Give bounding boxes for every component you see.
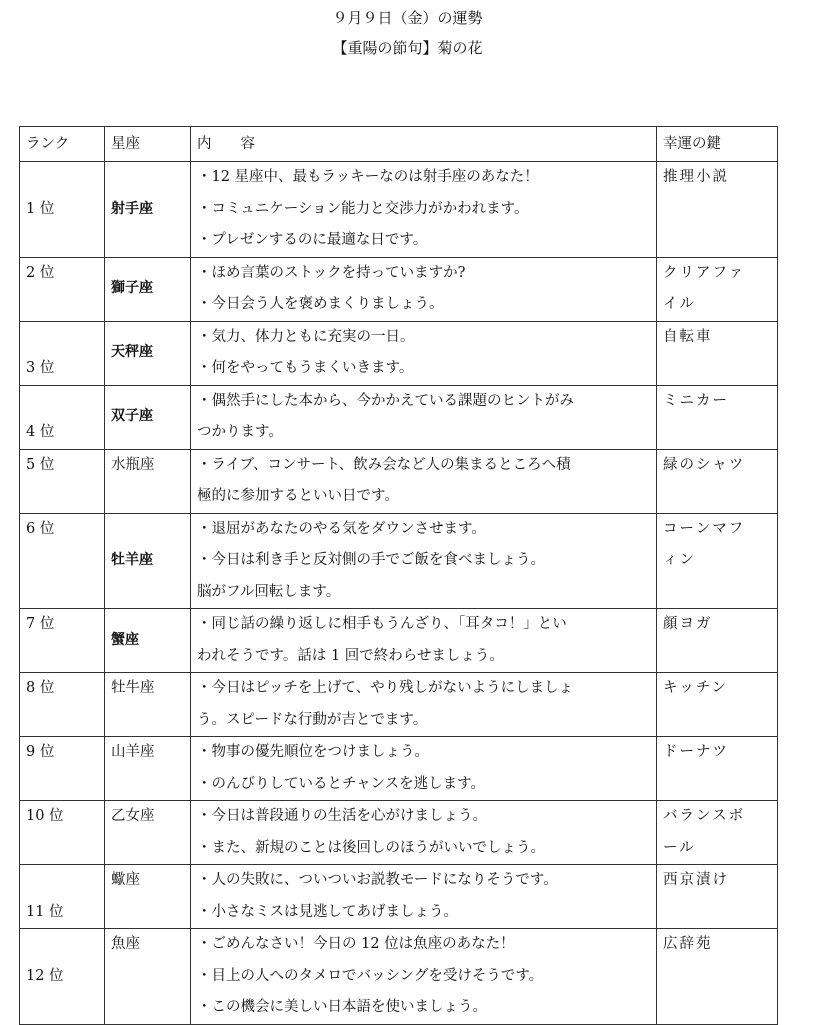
content-line: ・今日はピッチを上げて、やり残しがないようにしましょ [197, 680, 574, 696]
content-line: ・偶然手にした本から、今かかえている課題のヒントがみ [197, 392, 574, 409]
lucky-cell [657, 929, 778, 1025]
content-line: ・退屈があなたのやる気をダウンさせます。 [197, 520, 486, 537]
page-title: ９月９日（金）の運勢 [332, 9, 483, 27]
rank-cell: 2 位 [20, 257, 105, 321]
lucky-line: ミニカー [663, 392, 729, 409]
content-cell [191, 865, 657, 929]
content-line: 極的に参加するといい日です。 [197, 488, 399, 504]
content-line: ・ほめ言葉のストックを持っていますか? [197, 264, 466, 281]
rank-cell: 10 位 [20, 801, 105, 865]
fortune-table [19, 126, 778, 1025]
lucky-line: 広辞苑 [663, 936, 713, 952]
content-line: う。スピードな行動が吉とでます。 [197, 711, 428, 728]
column-header-sign: 星座 [105, 127, 191, 162]
lucky-line: ィン [663, 552, 696, 568]
table-row [20, 609, 778, 673]
sign-cell: 牡牛座 [105, 673, 191, 737]
sign-cell: 山羊座 [105, 737, 191, 801]
lucky-line: バランスボ [663, 808, 746, 824]
rank-cell: 3 位 [20, 321, 105, 385]
lucky-line: 西京漬け [663, 872, 729, 888]
content-cell [191, 257, 657, 321]
lucky-cell [657, 673, 778, 737]
content-line: ・目上の人へのタメロでバッシングを受けそうです。 [197, 967, 544, 984]
table-row [20, 449, 778, 513]
content-line: 脳がフル回転します。 [197, 583, 341, 600]
rank-cell: 5 位 [20, 449, 105, 513]
lucky-line: キッチン [663, 680, 728, 696]
content-line: ・人の失敗に、ついついお説教モードになりそうです。 [197, 872, 558, 888]
table-row [20, 162, 778, 258]
sign-cell: 射手座 [105, 162, 191, 258]
column-header-rank: ランク [20, 127, 105, 162]
content-line: ・ライブ、コンサート、飲み会など人の集まるところへ積 [197, 456, 571, 473]
rank-cell: 8 位 [20, 673, 105, 737]
rank-cell: 7 位 [20, 609, 105, 673]
lucky-line: 緑のシャツ [663, 456, 746, 473]
content-line: ・プレゼンするのに最適な日です。 [197, 232, 428, 248]
lucky-cell [657, 801, 778, 865]
content-line: ・今日は利き手と反対側の手でご飯を食べましょう。 [197, 552, 545, 568]
table-row [20, 513, 778, 609]
sign-cell: 蠍座 [105, 865, 191, 929]
lucky-line: ール [663, 839, 696, 856]
content-line: ・同じ話の繰り返しに相手もうんざり、「耳タコ！」とい [197, 616, 567, 632]
lucky-cell [657, 449, 778, 513]
content-line: ・今日会う人を褒めまくりましょう。 [197, 296, 444, 312]
content-cell [191, 162, 657, 258]
lucky-line: コーンマフ [663, 520, 746, 537]
page-subtitle: 【重陽の節句】菊の花 [332, 39, 483, 57]
sign-cell: 天秤座 [105, 321, 191, 385]
lucky-line: ドーナツ [663, 744, 729, 760]
lucky-cell [657, 513, 778, 609]
lucky-line: 推理小説 [663, 169, 729, 185]
sign-cell: 魚座 [105, 929, 191, 1025]
rank-cell: 11 位 [20, 865, 105, 929]
rank-cell: 1 位 [20, 162, 105, 258]
table-row [20, 321, 778, 385]
content-cell [191, 737, 657, 801]
content-line: ・のんびりしているとチャンスを逃します。 [197, 775, 485, 792]
table-row [20, 673, 778, 737]
rank-cell: 4 位 [20, 385, 105, 449]
content-line: われそうです。話は 1 回で終わらせましょう。 [197, 647, 504, 664]
content-cell [191, 321, 657, 385]
table-header-row [20, 127, 778, 162]
table-row [20, 385, 778, 449]
rank-cell: 6 位 [20, 513, 105, 609]
content-line: ・コミュニケーション能力と交渉力がかわれます。 [197, 200, 529, 217]
table-row [20, 257, 778, 321]
sign-cell: 獅子座 [105, 257, 191, 321]
column-header-content: 内 容 [191, 127, 657, 162]
lucky-line: クリアファ [663, 264, 746, 281]
content-line: ・今日は普段通りの生活を心がけましょう。 [197, 808, 487, 824]
table-row [20, 801, 778, 865]
content-cell [191, 609, 657, 673]
lucky-line: 自転車 [663, 328, 713, 345]
lucky-cell [657, 162, 778, 258]
column-header-lucky: 幸運の鍵 [657, 127, 778, 162]
lucky-line: イル [663, 296, 696, 312]
table-row [20, 865, 778, 929]
sign-cell: 蟹座 [105, 609, 191, 673]
content-line: ・ごめんなさい！今日の 12 位は魚座のあなた！ [197, 936, 515, 952]
content-line: ・12 星座中、最もラッキーなのは射手座のあなた！ [197, 169, 539, 185]
content-cell [191, 801, 657, 865]
sign-cell: 牡羊座 [105, 513, 191, 609]
content-cell [191, 513, 657, 609]
table-row [20, 929, 778, 1025]
content-cell [191, 449, 657, 513]
content-cell [191, 673, 657, 737]
sign-cell: 水瓶座 [105, 449, 191, 513]
lucky-cell [657, 737, 778, 801]
lucky-cell [657, 609, 778, 673]
sign-cell: 乙女座 [105, 801, 191, 865]
sign-cell: 双子座 [105, 385, 191, 449]
lucky-cell [657, 865, 778, 929]
lucky-cell [657, 257, 778, 321]
lucky-line: 顔ヨガ [663, 616, 713, 632]
content-line: ・気力、体力ともに充実の一日。 [197, 328, 415, 345]
table-row [20, 737, 778, 801]
content-cell [191, 929, 657, 1025]
lucky-cell [657, 321, 778, 385]
rank-cell: 9 位 [20, 737, 105, 801]
content-line: ・小さなミスは見逃してあげましょう。 [197, 903, 458, 920]
content-line: ・この機会に美しい日本語を使いましょう。 [197, 999, 487, 1015]
rank-cell: 12 位 [20, 929, 105, 1025]
content-line: ・また、新規のことは後回しのほうがいいでしょう。 [197, 839, 545, 856]
content-line: ・物事の優先順位をつけましょう。 [197, 744, 429, 760]
content-line: つかります。 [197, 424, 283, 440]
content-line: ・何をやってもうまくいきます。 [197, 360, 414, 376]
lucky-cell [657, 385, 778, 449]
content-cell [191, 385, 657, 449]
